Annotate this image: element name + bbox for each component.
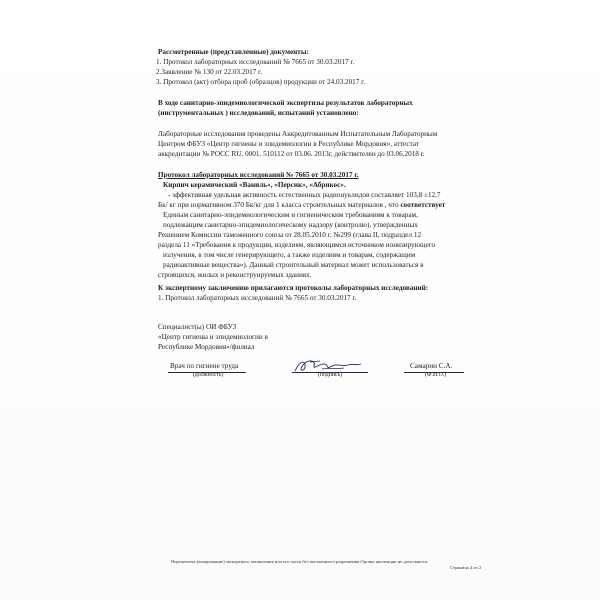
expertise-heading-line-1: В ходе санитарно-эпидемиологической экспертизы результатов лабораторных [158, 99, 413, 107]
conform-word: соответствует [400, 201, 446, 209]
signer-name: Самарин С.А. [410, 362, 453, 370]
signer-org-line-2: «Центр гигиены и эпидемиологии в [158, 333, 268, 341]
protocol-line-2 [158, 201, 445, 210]
signer-org-line-1: Специалист(ы) ОИ ФБУЗ [158, 323, 237, 331]
protocol-line-6: раздела 11 «Требования к продукции, изделиям, являющимся источником ионизирующего [158, 241, 436, 249]
footer-notice: Перепечатка (копирование) экспертного заключения или его части без письменного разрешения Органа инспекции не допускается [171, 559, 428, 564]
footer-page-number: Страница 2 из 2 [450, 565, 482, 570]
docs-item-3: 3. Протокол (акт) отбора проб (образцов) продукции от 24.03.2017 г. [156, 78, 366, 86]
docs-item-2: 2.Заявление № 130 от 22.03.2017 г. [156, 68, 262, 76]
signer-position: Врач по гигиене труда [170, 362, 239, 370]
protocol-line-8: радиоактивные вещества»). Данный строительный материал может использоваться в [163, 261, 424, 269]
protocol-line-7: излучения, в том числе генерирующего, а также изделиям и товарам, содержащим [163, 251, 416, 259]
protocol-line-9: строящихся, жилых и реконструируемых зданиях. [158, 271, 312, 279]
protocol-line-2-text: Бк/ кг при нормативном 370 Бк/кг для 1 класса строительных материалов , что [158, 201, 399, 209]
protocol-line-4: подлежащим санитарно-эпидемиологическому надзору (контролю), утвержденных [163, 221, 418, 229]
protocol-line-1: - эффективная удельная активность естественных радионуклидов составляет 103,8 ±12,7 [168, 191, 441, 199]
attach-item: 1. Протокол лабораторных исследований № 7665 от 30.03.2017 г. [158, 294, 357, 302]
position-caption: (должность) [193, 372, 224, 378]
attach-heading: К экспертному заключению прилагаются протоколы лабораторных исследований: [158, 284, 429, 292]
name-caption: (Ф.И.О.) [425, 372, 447, 378]
signature-caption: (подпись) [318, 372, 343, 378]
protocol-title: Протокол лабораторных исследований № 7665 от 30.03.2017 г. [158, 171, 359, 179]
signer-org-line-3: Республике Мордовия»/филиал [158, 343, 255, 351]
protocol-line-5: Решением Комиссии таможенного союза от 28.05.2010 г. №299 (глава II, подраздел 12 [158, 231, 422, 239]
expertise-para-line-3: аккредитации № РОСС RU. 0001. 510112 от 03.06. 2013г, действителен до 03.06.2018 г. [158, 150, 425, 158]
docs-item-1: 1. Протокол лабораторных исследований № 7665 от 30.03.2017 г. [156, 58, 355, 66]
protocol-product: Кирпич керамический «Ваниль», «Персик», «Абрикос». [163, 181, 346, 189]
protocol-line-3: Единым санитарно-эпидемиологическим и гигиеническим требованиям к товарам, [163, 211, 418, 219]
docs-heading: Рассмотренные (представленные) документы: [158, 48, 309, 56]
expertise-para-line-2: Центром ФБУЗ «Центр гигиены и эпидемиологии в Республике Мордовия», аттестат [158, 140, 419, 148]
expertise-heading-line-2: (инструментальных ) исследований, испытаний установлено: [158, 109, 359, 117]
expertise-para-line-1: Лабораторные исследования проведены Аккредитованным Испытательным Лабораторным [158, 130, 438, 138]
